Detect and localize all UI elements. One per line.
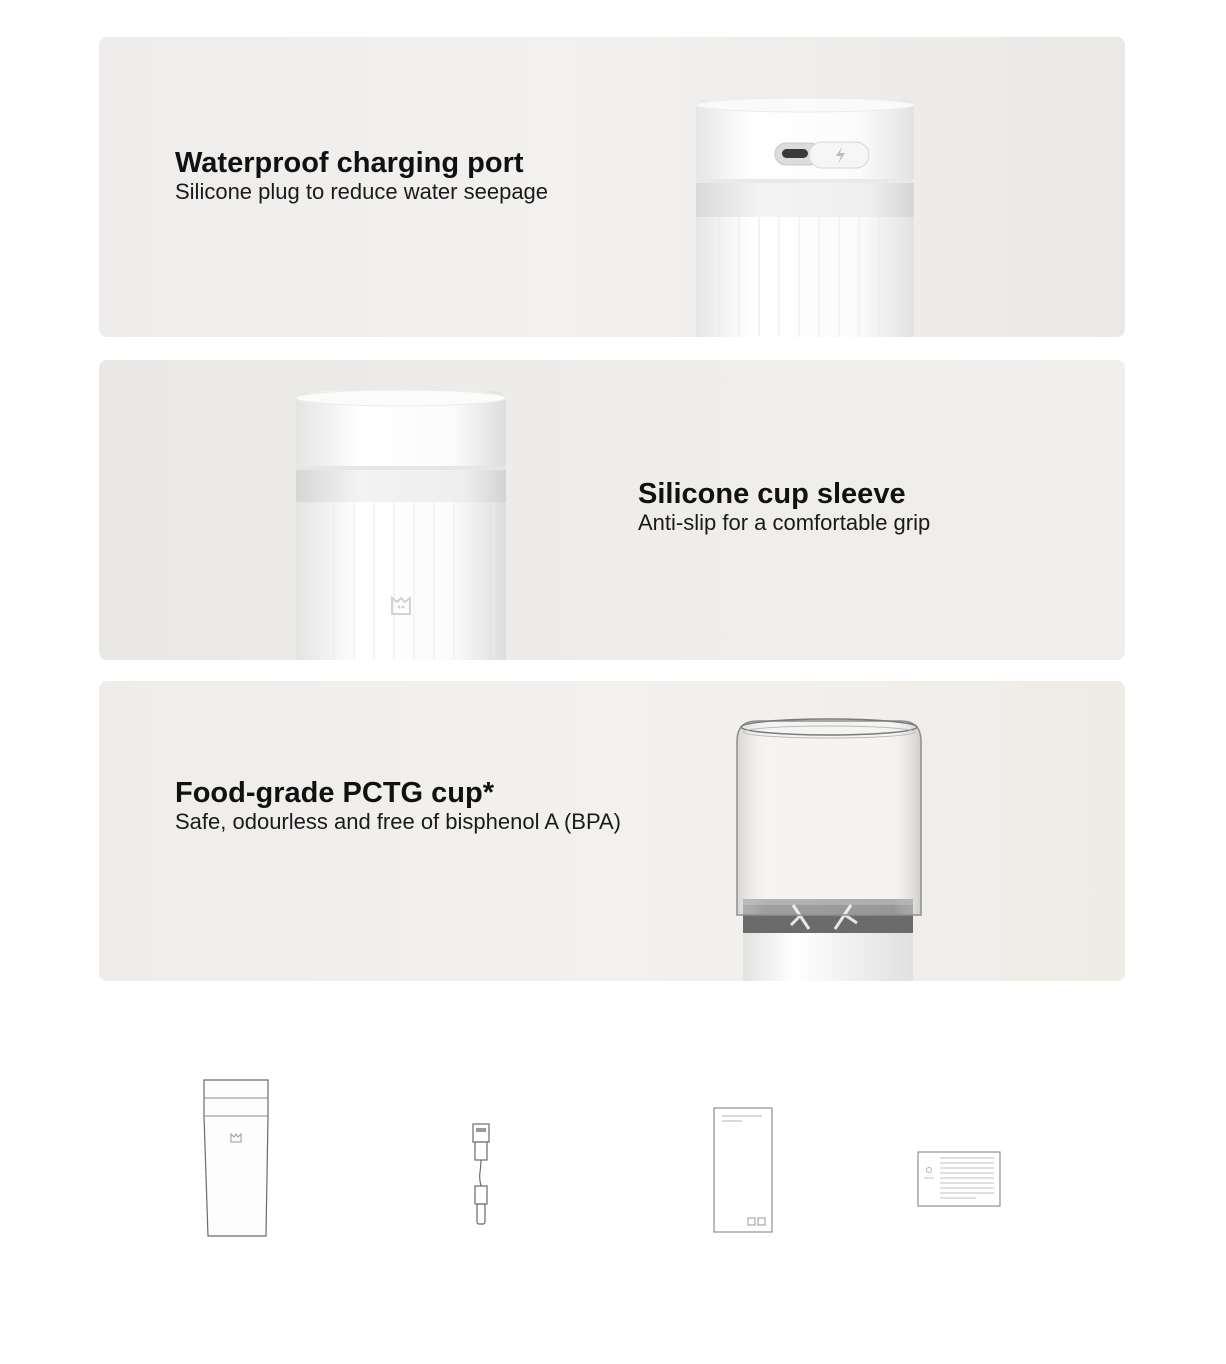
feature-subtitle: Silicone plug to reduce water seepage [175, 179, 549, 204]
feature-title: Waterproof charging port [175, 147, 524, 179]
feature-text-charging-port [175, 147, 548, 205]
feature-panel-pctg-cup [99, 681, 1125, 981]
blender-charging-port-image [689, 97, 929, 337]
warranty-card-icon [916, 1150, 1002, 1208]
user-manual-icon [712, 1106, 774, 1234]
feature-title: Food-grade PCTG cup* [175, 777, 494, 809]
feature-subtitle: Anti-slip for a comfortable grip [638, 510, 931, 535]
package-item-warranty-card [916, 1150, 1002, 1213]
feature-text-pctg-cup [175, 777, 621, 835]
blender-sleeve-image [289, 388, 519, 660]
feature-text-cup-sleeve [638, 478, 930, 536]
transparent-cup-image [731, 715, 927, 981]
package-item-blender [200, 1076, 272, 1245]
feature-panel-cup-sleeve [99, 360, 1125, 660]
package-item-usb-cable [466, 1120, 496, 1235]
feature-title: Silicone cup sleeve [638, 478, 906, 510]
package-item-user-manual [712, 1106, 774, 1239]
blender-outline-icon [200, 1076, 272, 1240]
feature-subtitle: Safe, odourless and free of bisphenol A (BPA) [175, 809, 621, 834]
usb-cable-icon [466, 1120, 496, 1230]
feature-panel-charging-port [99, 37, 1125, 337]
